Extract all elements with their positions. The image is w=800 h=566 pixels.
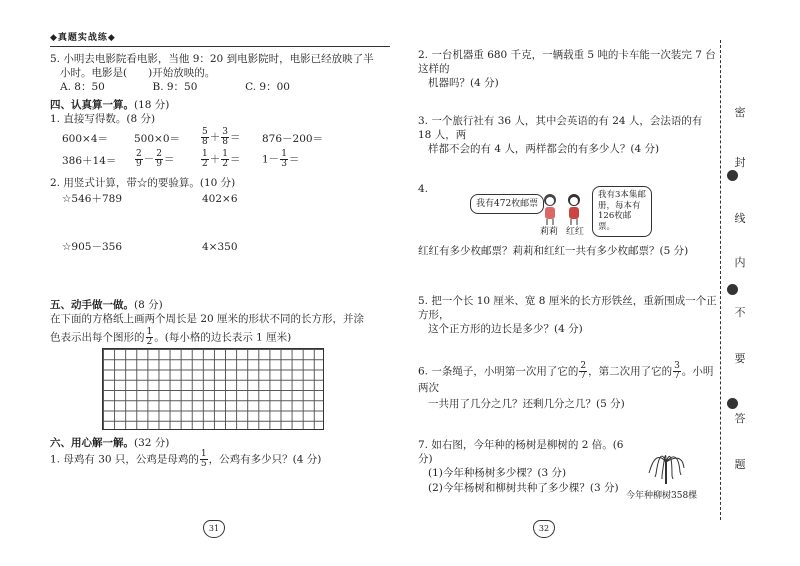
- right-page: [400, 0, 800, 566]
- willow-tree-icon: [646, 440, 686, 484]
- q7-line3: (2)今年杨树和柳树共种了多少棵？(3 分): [428, 481, 619, 494]
- section-5-text: [50, 312, 390, 347]
- frac-den: 8: [202, 137, 208, 147]
- frac-num: 2: [580, 361, 587, 371]
- seal-char: 答: [734, 412, 746, 425]
- heart-icon: [533, 520, 555, 538]
- sub2-title: 2. 用竖式计算，带☆的要验算。(10 分): [50, 177, 236, 189]
- q6r-part-a: 6. 一条绳子，小明第一次用了它的: [418, 365, 579, 378]
- calc-876-200: 876－200＝: [262, 133, 324, 145]
- frac-num: 1: [222, 149, 228, 159]
- vertical-calc-1: ☆546＋789: [62, 193, 122, 205]
- frac-num: 1: [146, 327, 153, 338]
- q7-line2: (1)今年种杨树多少棵？(3 分): [428, 467, 567, 480]
- frac-num: 5: [202, 127, 208, 137]
- calc-frac-add-1: [200, 128, 240, 147]
- section-6-label: 六、用心解一解。: [50, 437, 134, 449]
- section-5-line2b: 。(每小格的边长表示 1 厘米): [154, 331, 292, 344]
- op-eq: ＝: [163, 153, 175, 166]
- girl-icon: [540, 192, 560, 226]
- seal-char: 要: [734, 352, 746, 365]
- sub1-title: 1. 直接写得数。(8 分): [50, 113, 156, 125]
- q4-question: 红红有多少枚邮票？莉莉和红红一共有多少枚邮票？(5 分): [418, 245, 689, 257]
- q6-1-part-a: 1. 母鸡有 30 只，公鸡是母鸡的: [50, 453, 199, 466]
- q5-line1: 5. 小明去电影院看电影，当他 9：20 到电影院时，电影已经放映了半: [50, 53, 374, 65]
- bubble-honghong: 我有3本集邮册，每本有126枚邮票。: [592, 186, 652, 237]
- seal-char: 线: [734, 212, 746, 225]
- frac-den: 7: [580, 371, 587, 381]
- calc-row-2: [62, 150, 382, 174]
- frac-num: 1: [202, 149, 208, 159]
- seal-char: 题: [734, 458, 746, 471]
- vertical-calc-3: ☆905－356: [62, 241, 122, 253]
- q5r-line1: 5. 把一个长 10 厘米、宽 8 厘米的长方形铁丝，重新围成一个正方形，: [418, 295, 717, 322]
- question-3: [418, 114, 718, 157]
- vertical-calc-2: 402×6: [202, 193, 238, 205]
- willow-caption: 今年种柳树358棵: [626, 491, 698, 501]
- op-plus: ＋: [209, 131, 221, 144]
- frac-den: 9: [156, 159, 162, 169]
- page-number-31: 31: [208, 524, 220, 533]
- q3-line1: 3. 一个旅行社有 36 人，其中会英语的有 24 人，会法语的有 18 人，两: [418, 115, 703, 142]
- q5-line2: 小时。电影是( )开始放映的。: [60, 67, 216, 80]
- question-6-right: [418, 362, 718, 411]
- page-number-32: 32: [538, 524, 550, 533]
- page-number-right: [524, 520, 564, 538]
- frac-num: 1: [281, 149, 287, 159]
- page-number-left: [194, 520, 234, 538]
- frac-num: 3: [674, 361, 680, 371]
- calc-500x0: 500×0＝: [134, 133, 181, 145]
- op-plus: ＋: [209, 153, 221, 166]
- calc-frac-add-2: [200, 150, 240, 169]
- kid-honghong-illustration: [564, 192, 584, 230]
- question-5: [50, 52, 374, 95]
- section-6-title: [50, 436, 169, 450]
- section-4-score: (18 分): [134, 99, 170, 111]
- seal-dot-icon: [727, 284, 738, 295]
- q6r-line2: 一共用了几分之几？还剩几分之几？(5 分): [428, 398, 625, 411]
- section-5-label: 五、动手做一做。: [50, 299, 134, 311]
- frac-den: 9: [136, 159, 142, 169]
- seal-char: 封: [734, 156, 746, 169]
- calc-600x4: 600×4＝: [62, 133, 109, 145]
- header-rule: [50, 46, 390, 47]
- frac-num: 3: [222, 127, 228, 137]
- name-lili: 莉莉: [540, 227, 559, 237]
- header-tag: ◆真题实战练◆: [50, 33, 116, 43]
- section-5-title: [50, 298, 163, 312]
- frac-den: 5: [200, 459, 207, 469]
- q3-line2: 样都不会的有 4 人，两样都会的有多少人？(4 分): [428, 143, 660, 156]
- q5-option-c: C. 9：00: [245, 81, 290, 94]
- calc-386-14: 386＋14＝: [62, 155, 117, 167]
- frac-den: 3: [281, 159, 287, 169]
- frac-den: 2: [146, 337, 153, 348]
- section-5-line2a: 色表示出每个图形的: [50, 331, 145, 344]
- question-5-right: [418, 294, 718, 337]
- frac-num: 2: [156, 149, 162, 159]
- calc-frac-sub: [134, 150, 174, 169]
- heart-icon: [203, 520, 225, 538]
- section-5-score: (8 分): [134, 299, 163, 311]
- seal-char: 不: [734, 306, 746, 319]
- section-4-title: [50, 98, 169, 112]
- seal-line: [720, 40, 721, 520]
- name-honghong: 红红: [566, 227, 585, 237]
- op-eq: ＝: [229, 131, 241, 144]
- op-minus: －: [143, 153, 155, 166]
- q6r-part-b: ，第二次用了它的: [588, 365, 673, 378]
- q5-option-b: B. 9：50: [152, 81, 198, 94]
- frac-den: 8: [222, 137, 228, 147]
- question-7: [418, 438, 638, 495]
- q6-1-part-b: ，公鸡有多少只？(4 分): [208, 453, 322, 466]
- q6r-part-c: 。小明两次: [418, 365, 714, 394]
- frac-num: 1: [200, 449, 207, 459]
- seal-char: 内: [734, 256, 746, 269]
- q5-option-a: A. 8：50: [60, 81, 105, 94]
- q4-number: 4.: [418, 183, 429, 195]
- section-6-score: (32 分): [134, 437, 170, 449]
- seal-char: 密: [734, 106, 746, 119]
- op-eq: ＝: [288, 153, 300, 166]
- bubble-lili: 我有472枚邮票: [470, 194, 544, 214]
- q2-line1: 2. 一台机器重 680 千克，一辆载重 5 吨的卡车能一次装完 7 台这样的: [418, 49, 716, 76]
- frac-den: 2: [202, 159, 208, 169]
- section-5-line2: [50, 328, 390, 347]
- q7-line1: 7. 如右图，今年种的杨树是柳树的 2 倍。(6 分): [418, 439, 624, 466]
- graph-paper-grid[interactable]: [102, 348, 324, 430]
- calc-1-minus-third: [262, 150, 299, 169]
- seal-dot-icon: [727, 170, 738, 181]
- section-4-label: 四、认真算一算。: [50, 99, 134, 111]
- q6r-line1: [418, 362, 718, 395]
- question-2: [418, 48, 718, 91]
- frac-den: 2: [222, 159, 228, 169]
- section-5-line1: 在下面的方格纸上画两个周长是 20 厘米的形状不同的长方形，并涂: [50, 313, 365, 325]
- frac-num: 2: [136, 149, 142, 159]
- willow-tree-illustration: [646, 440, 686, 488]
- q5-options: [50, 80, 290, 94]
- op-eq: ＝: [229, 153, 241, 166]
- q2-line2: 机器吗？(4 分): [428, 77, 499, 90]
- op-one-minus: 1－: [262, 153, 280, 166]
- kid-lili-illustration: [540, 192, 560, 230]
- vertical-calc-4: 4×350: [202, 241, 238, 253]
- q5r-line2: 这个正方形的边长是多少？(4 分): [428, 323, 583, 336]
- question-6-1: [50, 450, 321, 469]
- girl-icon: [564, 192, 584, 226]
- frac-den: 7: [674, 371, 680, 381]
- seal-dot-icon: [727, 398, 738, 409]
